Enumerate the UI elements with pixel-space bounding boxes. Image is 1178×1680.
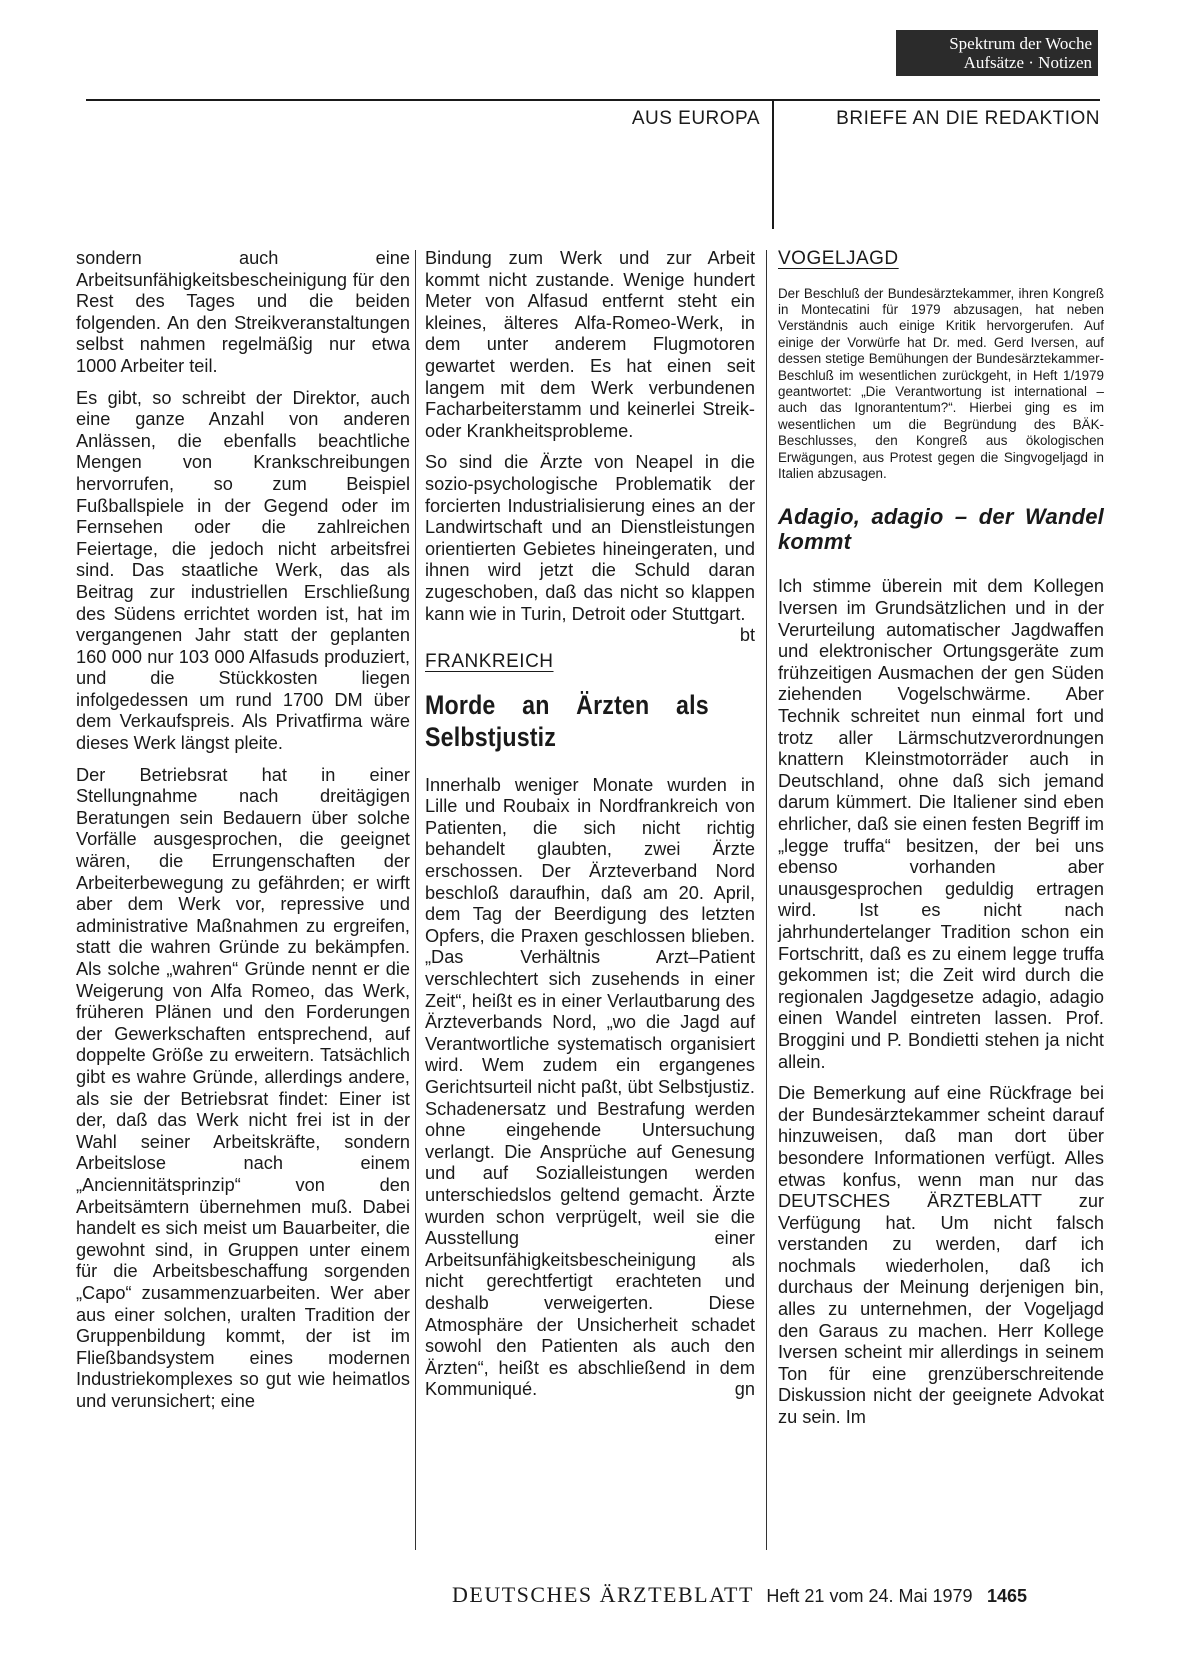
paragraph-text: So sind die Ärzte von Neapel in die sozio-psychologische Problematik der forcierten Industrialisierung eines an der Landwirtschaft und an Dienstleistungen orientierten Gebietes hineingeraten, und ihnen wird jetzt die Schuld daran zugeschoben, daß das nicht so klappen kann wie in Turin, Detroit oder Stuttgart. [425,452,755,624]
paragraph: Ich stimme überein mit dem Kollegen Iversen im Grundsätzlichen und in der Verurteilung automatischer Jagdwaffen und elektronischer Ortungsgeräte zum frühzeitigen Ausmachen der gen Süden ziehenden Vogelschwärme. Aber Technik schreitet nun einmal fort und trotz aller Lärmschutzverordnungen knattern Kleinstmotorräder auch in Deutschland, ohne daß sich jemand darum kümmert. Die Italiener sind eben ehrlicher, daß sie einen festen Begriff im „legge truffa“ besitzen, der bei uns ebenso vorhanden aber unausgesprochen geduldig ertragen wird. Ist es nicht nach jahrhundertelanger Tradition schon ein Fortschritt, daß es zu einem legge truffa gekommen ist; die Zeit wird durch die regionalen Jagdgesetze adagio, adagio einen Wandel eintreten lassen. Prof. Broggini und P. Bondietti stehen ja nicht allein. [778,576,1104,1072]
paragraph [425,775,755,1401]
paragraph: Es gibt, so schreibt der Direktor, auch eine ganze Anzahl von anderen Anlässen, die ebenfalls beachtliche Mengen von Krankschreibungen hervorrufen, so zum Beispiel Fußballspiele in der Gegend oder im Fernsehen oder die zahlreichen Feiertage, die jedoch nicht arbeitsfrei sind. Das staatliche Werk, das als Beitrag zur industriellen Erschließung des Südens errichtet worden ist, hat im vergangenen Jahr statt der geplanten 160 000 nur 103 000 Alfasuds produziert, und die Stückkosten liegen infolgedessen um rund 1700 DM über dem Verkaufspreis. Als Privatfirma wäre dieses Werk längst pleite. [76,387,410,754]
section-heading-letters: BRIEFE AN DIE REDAKTION [836,108,1100,129]
article-headline: Morde an Ärzten als Selbstjustiz [425,689,709,752]
header-divider [772,101,774,229]
paragraph: Bindung zum Werk und zur Arbeit kommt nicht zustande. Wenige hundert Meter von Alfasud entfernt steht ein kleines, älteres Alfa-Romeo-Werk, in dem unter anderem Flugmotoren gewartet werden. Es hat einen seit langem mit dem Werk verbundenen Facharbeiterstamm und keinerlei Streik- oder Krankheitsprobleme. [425,248,755,441]
section-heading-europe: AUS EUROPA [631,108,760,129]
paragraph [425,452,755,646]
section-tag-line1: Spektrum der Woche [949,34,1092,53]
section-tag-line2: Aufsätze · Notizen [963,53,1092,72]
column-1 [76,248,410,1422]
header-rule [86,99,1100,101]
issue-info: Heft 21 vom 24. Mai 1979 [766,1586,973,1606]
kicker-vogeljagd: VOGELJAGD [778,248,899,269]
editorial-intro: Der Beschluß der Bundesärztekammer, ihren Kongreß in Montecatini für 1979 abzusagen, hat neben Verständnis auch einige Kritik hervorgerufen. Auf einige der Vorwürfe hat Dr. med. Gerd Iversen, auf dessen stetige Bemühungen der Bundesärztekammer-Beschluß im wesentlichen zurückgeht, in Heft 1/1979 geantwortet: „Die Verantwortung ist international – auch das Ignorantentum?“. Hierbei ging es im wesentlichen um die Begründung des BÄK-Beschlusses, den Kongreß aus ökologischen Erwägungen, aus Protest gegen die Singvogeljagd in Italien abzusagen. [778,285,1104,482]
author-initials: gn [734,1379,755,1400]
paragraph: Der Betriebsrat hat in einer Stellungnahme nach dreitägigen Beratungen sein Bedauern über solche Vorfälle ausgesprochen, die geeignet wären, die Errungenschaften der Arbeiterbewegung zu gefährden; er wirft aber dem Werk vor, repressive und administrative Maßnahmen zu ergreifen, statt die wahren Gründe zu bekämpfen. Als solche „wahren“ Gründe nennt er die Weigerung von Alfa Romeo, das Werk, früheren Plänen und den Forderungen der Gewerkschaften entsprechend, auf doppelte Größe zu erweitern. Tatsächlich gibt es wahre Gründe, allerdings andere, als sie der Betriebsrat findet: Einer ist der, daß das Werk nicht frei ist in der Wahl seiner Arbeitskräfte, sondern Arbeitslose nach einem „Anciennitätsprinzip“ von den Arbeitsämtern übernehmen muß. Dabei handelt es sich meist um Bauarbeiter, die gewohnt sind, in Gruppen unter einem für die Arbeitsbeschaffung sorgenden „Capo“ zusammenzuarbeiten. Wer aber aus einer solchen, uralten Tradition der Gruppenbildung kommt, der ist im Fließbandsystem eines modernen Industriekomplexes so gut wie heimatlos und verunsichert; eine [76,764,410,1411]
column-divider [766,250,767,1550]
page-footer [452,1582,1102,1608]
letter-headline: Adagio, adagio – der Wandel kommt [778,504,1104,555]
page-number: 1465 [986,1586,1028,1606]
column-2 [425,248,755,1411]
kicker-france: FRANKREICH [425,651,554,673]
journal-name: DEUTSCHES ÄRZTEBLATT [452,1582,754,1607]
paragraph: Die Bemerkung auf eine Rückfrage bei der Bundesärztekammer scheint darauf hinzuweisen, daß man dort über besondere Informationen verfügt. Alles etwas konfus, wenn man nur das DEUTSCHES ÄRZTEBLATT zur Verfügung hat. Um nicht falsch verstanden zu werden, darf ich nochmals wiederholen, daß ich durchaus der Meinung derjenigen bin, alles zu unternehmen, der Vogeljagd den Garaus zu machen. Herr Kollege Iversen scheint mir allerdings in seinem Ton für eine grenzüberschreitende Diskussion nicht der geeignete Advokat zu sein. Im [778,1083,1104,1428]
paragraph-text: Innerhalb weniger Monate wurden in Lille und Roubaix in Nordfrankreich von Patienten, die sich nicht richtig behandelt glaubten, zwei Ärzte erschossen. Der Ärzteverband Nord beschloß daraufhin, daß am 20. April, dem Tag der Beerdigung des letzten Opfers, die Praxen geschlossen blieben. „Das Verhältnis Arzt–Patient verschlechtert sich zusehends in einer Zeit“, heißt es in einer Verlautbarung des Ärzteverbands Nord, „wo die Jagd auf Verantwortliche systematisch organisiert wird. Wem zudem ein ergangenes Gerichtsurteil nicht paßt, übt Selbstjustiz. Schadenersatz und Bestrafung werden ohne eingehende Untersuchung verlangt. Die Ansprüche auf Genesung und auf Sozialleistungen werden unterschiedslos geltend gemacht. Ärzte wurden schon verprügelt, weil sie die Ausstellung einer Arbeitsunfähigkeitsbescheinigung als nicht gerechtfertigt erachteten und deshalb verweigerten. Diese Atmosphäre der Unsicherheit schadet sowohl den Patienten als auch den Ärzten“, heißt es abschließend in dem Kommuniqué. [425,774,755,1400]
paragraph: sondern auch eine Arbeitsunfähigkeitsbescheinigung für den Rest des Tages und die beiden folgenden. An den Streikveranstaltungen selbst nahmen regelmäßig nur etwa 1000 Arbeiter teil. [76,248,410,376]
section-tag [896,30,1098,76]
column-divider [415,250,416,1550]
column-3 [778,248,1104,1439]
author-initials: bt [739,625,755,646]
